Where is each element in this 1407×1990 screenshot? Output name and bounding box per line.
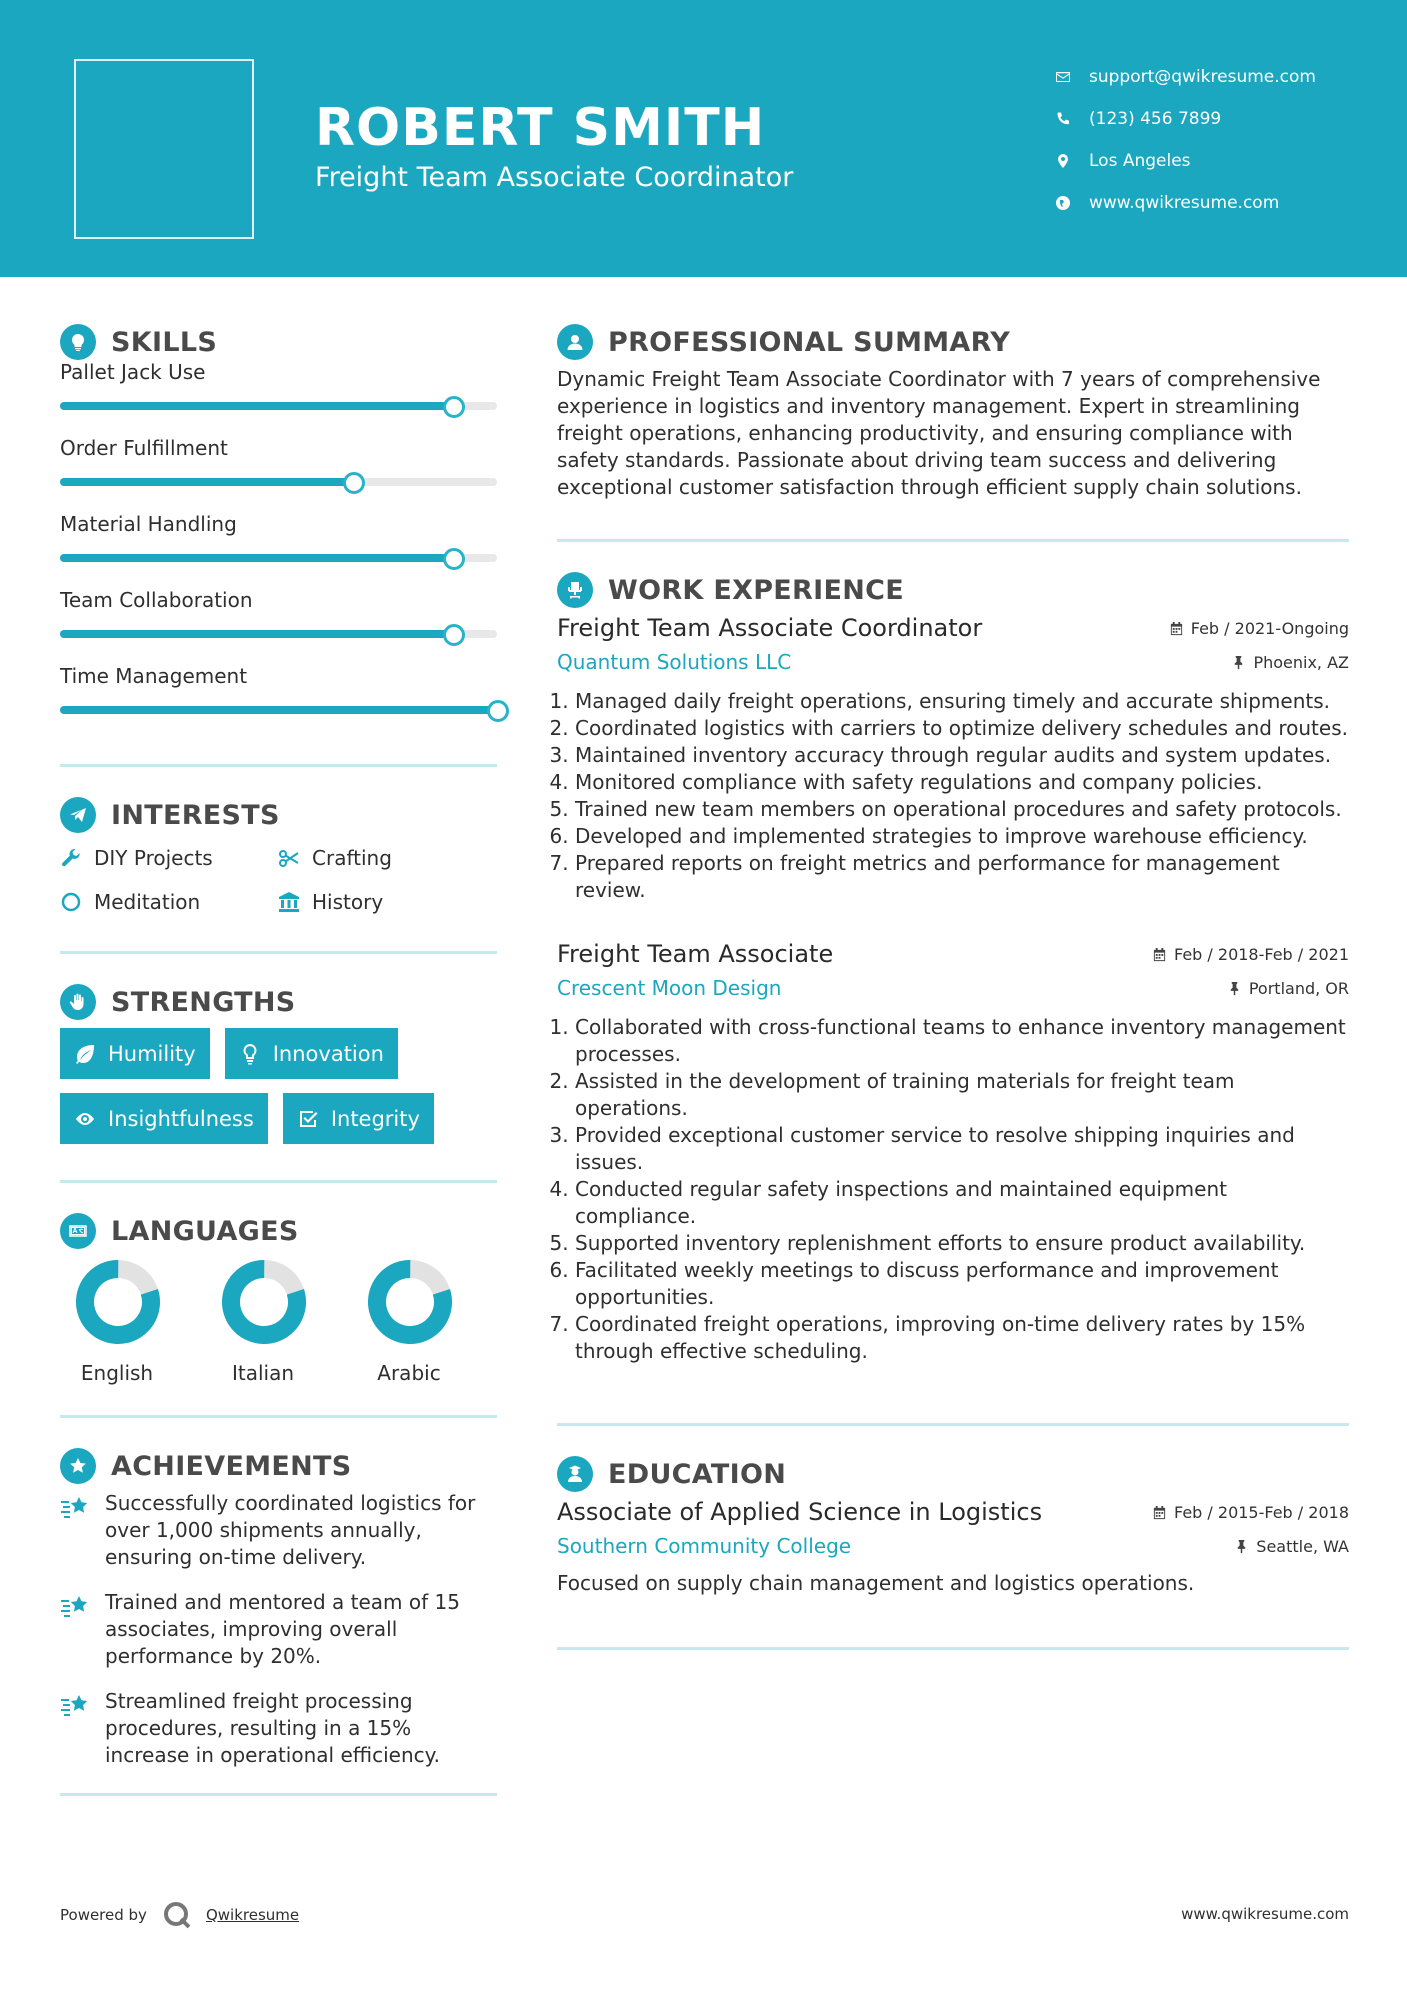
strengths-list	[60, 1028, 497, 1144]
language-item	[367, 1259, 451, 1385]
strength-label: Integrity	[330, 1106, 420, 1131]
interest-item	[60, 887, 278, 917]
skill-bar	[60, 402, 453, 410]
paper-plane-icon	[60, 797, 96, 833]
job-entry	[557, 614, 1349, 904]
interest-label: Meditation	[94, 890, 201, 914]
strengths-heading	[60, 982, 497, 1022]
education-location	[1234, 1537, 1349, 1556]
education-heading	[557, 1454, 1349, 1494]
contact-text: support@qwikresume.com	[1089, 67, 1316, 87]
left-column	[60, 322, 497, 1796]
achievement-text: Trained and mentored a team of 15 associates, improving overall performance by 20%.	[105, 1590, 460, 1668]
skill-track	[60, 402, 497, 410]
language-label: English	[80, 1361, 154, 1385]
map-pin-icon	[1055, 153, 1089, 169]
section-title: ACHIEVEMENTS	[111, 1450, 352, 1482]
section-divider	[557, 1423, 1349, 1426]
powered-by-label: Powered by	[60, 1906, 147, 1924]
skill-track	[60, 706, 497, 714]
language-donut	[75, 1259, 161, 1345]
section-divider	[60, 1180, 497, 1183]
skill-label: Pallet Jack Use	[60, 360, 206, 384]
strength-chip	[60, 1028, 210, 1079]
calendar-icon	[1152, 947, 1167, 962]
list-item: 2. Coordinated logistics with carriers to optimize delivery schedules and routes.	[575, 715, 1349, 742]
section-title: LANGUAGES	[111, 1215, 299, 1247]
calendar-icon	[1152, 1505, 1167, 1520]
strength-chip	[225, 1028, 398, 1079]
section-divider	[557, 1647, 1349, 1650]
footer-url[interactable]: www.qwikresume.com	[1181, 1905, 1349, 1923]
education-date-text: Feb / 2015-Feb / 2018	[1174, 1503, 1349, 1522]
lightbulb-icon	[239, 1043, 261, 1065]
job-location-text: Portland, OR	[1248, 978, 1349, 998]
job-location-text: Phoenix, AZ	[1253, 652, 1349, 672]
strength-label: Innovation	[272, 1041, 384, 1066]
job-location	[1231, 653, 1349, 672]
list-item: 5. Trained new team members on operational procedures and safety protocols.	[575, 796, 1349, 823]
education-entry	[557, 1498, 1349, 1597]
achievement-item	[60, 1688, 497, 1769]
skill-track	[60, 630, 497, 638]
shooting-star-icon	[60, 1688, 105, 1769]
star-badge-icon	[60, 1448, 96, 1484]
job-date	[1152, 945, 1349, 964]
degree-title: Associate of Applied Science in Logistics	[557, 1498, 1043, 1526]
list-item: 7. Coordinated freight operations, improving on-time delivery rates by 15% through effective scheduling.	[575, 1311, 1349, 1365]
experience-heading	[557, 570, 1349, 610]
shooting-star-icon	[60, 1589, 105, 1670]
achievement-text: Streamlined freight processing procedures, resulting in a 15% increase in operational efficiency.	[105, 1689, 440, 1767]
skill-bar	[60, 630, 453, 638]
strength-label: Humility	[108, 1041, 196, 1066]
section-divider	[60, 1415, 497, 1418]
company-name: Crescent Moon Design	[557, 976, 782, 1000]
brand-link[interactable]: Qwikresume	[205, 1906, 300, 1924]
skill-knob	[487, 700, 509, 722]
skills-list	[60, 360, 497, 740]
contact-location	[1055, 140, 1316, 182]
language-label: Italian	[231, 1361, 295, 1385]
list-item: 1. Managed daily freight operations, ensuring timely and accurate shipments.	[575, 688, 1349, 715]
language-item	[75, 1259, 159, 1385]
skill-item	[60, 664, 497, 740]
lightbulb-icon	[60, 324, 96, 360]
envelope-icon	[1055, 69, 1089, 85]
job-title: Freight Team Associate Coordinator	[557, 614, 983, 642]
language-donut	[367, 1259, 453, 1345]
footer-powered-by	[60, 1900, 299, 1930]
scissors-icon	[278, 847, 312, 869]
school-name: Southern Community College	[557, 1534, 852, 1558]
eye-icon	[74, 1108, 96, 1130]
candidate-name: ROBERT SMITH	[315, 98, 766, 158]
skill-item	[60, 512, 497, 588]
interests-heading	[60, 795, 497, 835]
leaf-icon	[74, 1043, 96, 1065]
contact-text: Los Angeles	[1089, 151, 1191, 171]
education-description: Focused on supply chain management and logistics operations.	[557, 1571, 1195, 1595]
interests-list	[60, 843, 497, 917]
section-title: EDUCATION	[608, 1458, 787, 1490]
strength-label: Insightfulness	[108, 1106, 254, 1131]
pushpin-icon	[1234, 1539, 1249, 1554]
skill-item	[60, 588, 497, 664]
achievements-heading	[60, 1446, 497, 1486]
job-date-text: Feb / 2018-Feb / 2021	[1174, 945, 1349, 964]
graduate-icon	[557, 1456, 593, 1492]
education-date	[1152, 1503, 1349, 1522]
skills-heading	[60, 322, 497, 362]
contact-text: www.qwikresume.com	[1089, 193, 1280, 213]
interest-item	[278, 843, 496, 873]
strength-chip	[60, 1093, 268, 1144]
section-title: STRENGTHS	[111, 986, 296, 1018]
interest-label: DIY Projects	[94, 846, 213, 870]
office-chair-icon	[557, 572, 593, 608]
profile-photo-placeholder	[74, 59, 254, 239]
checkbox-icon	[297, 1108, 319, 1130]
candidate-role: Freight Team Associate Coordinator	[315, 162, 794, 193]
qwikresume-logo-icon	[162, 1900, 192, 1930]
languages-heading	[60, 1211, 497, 1251]
job-duties	[557, 1014, 1349, 1365]
job-location	[1227, 979, 1349, 998]
contact-phone[interactable]	[1055, 98, 1316, 140]
interest-label: Crafting	[312, 846, 392, 870]
bank-icon	[278, 891, 312, 913]
pushpin-icon	[1227, 981, 1242, 996]
job-date-text: Feb / 2021-Ongoing	[1190, 619, 1349, 638]
contact-email[interactable]	[1055, 56, 1316, 98]
job-title: Freight Team Associate	[557, 940, 834, 968]
hand-icon	[60, 984, 96, 1020]
skill-label: Order Fulfillment	[60, 436, 228, 460]
section-divider	[60, 1793, 497, 1796]
achievement-item	[60, 1490, 497, 1571]
section-title: SKILLS	[111, 326, 218, 358]
summary-text: Dynamic Freight Team Associate Coordinator with 7 years of comprehensive experience in logistics and inventory management. Expert in streamlining freight operations, enhancing productivity, and ensuring compliance with safety standards. Passionate about driving team success and delivering exceptional customer satisfaction through efficient supply chain solutions.	[557, 367, 1321, 499]
skill-bar	[60, 554, 453, 562]
wrench-icon	[60, 847, 94, 869]
globe-icon	[1055, 195, 1089, 211]
shooting-star-icon	[60, 1490, 105, 1571]
header-banner	[0, 0, 1407, 277]
section-divider	[557, 539, 1349, 542]
list-item: 3. Maintained inventory accuracy through regular audits and system updates.	[575, 742, 1349, 769]
list-item: 3. Provided exceptional customer service to resolve shipping inquiries and issues.	[575, 1122, 1349, 1176]
skill-knob	[443, 548, 465, 570]
skill-bar	[60, 478, 353, 486]
list-item: 1. Collaborated with cross-functional teams to enhance inventory management processes.	[575, 1014, 1349, 1068]
education-location-text: Seattle, WA	[1256, 1536, 1349, 1556]
pushpin-icon	[1231, 655, 1246, 670]
section-divider	[60, 764, 497, 767]
phone-icon	[1055, 111, 1089, 127]
skill-item	[60, 360, 497, 436]
contact-list	[1055, 56, 1316, 224]
strength-chip	[283, 1093, 434, 1144]
interest-item	[60, 843, 278, 873]
summary-heading	[557, 322, 1349, 362]
list-item: 4. Conducted regular safety inspections and maintained equipment compliance.	[575, 1176, 1349, 1230]
job-date	[1169, 619, 1349, 638]
language-label: Arabic	[377, 1361, 441, 1385]
language-icon	[60, 1213, 96, 1249]
contact-website[interactable]	[1055, 182, 1316, 224]
skill-knob	[343, 472, 365, 494]
achievement-text: Successfully coordinated logistics for over 1,000 shipments annually, ensuring on-time delivery.	[105, 1491, 476, 1569]
skill-knob	[443, 396, 465, 418]
languages-list	[60, 1259, 497, 1385]
skill-label: Material Handling	[60, 512, 237, 536]
section-title: INTERESTS	[111, 799, 280, 831]
skill-item	[60, 436, 497, 512]
calendar-icon	[1169, 621, 1184, 636]
achievement-item	[60, 1589, 497, 1670]
list-item: 7. Prepared reports on freight metrics and performance for management review.	[575, 850, 1349, 904]
job-entry	[557, 940, 1349, 1365]
section-divider	[60, 951, 497, 954]
skill-label: Team Collaboration	[60, 588, 253, 612]
list-item: 5. Supported inventory replenishment efforts to ensure product availability.	[575, 1230, 1349, 1257]
interest-item	[278, 887, 496, 917]
skill-label: Time Management	[60, 664, 248, 688]
list-item: 6. Facilitated weekly meetings to discuss performance and improvement opportunities.	[575, 1257, 1349, 1311]
skill-bar	[60, 706, 497, 714]
language-donut	[221, 1259, 307, 1345]
company-name: Quantum Solutions LLC	[557, 650, 792, 674]
skill-knob	[443, 624, 465, 646]
section-title: PROFESSIONAL SUMMARY	[608, 326, 1011, 358]
list-item: 2. Assisted in the development of training materials for freight team operations.	[575, 1068, 1349, 1122]
section-title: WORK EXPERIENCE	[608, 574, 904, 606]
achievements-list	[60, 1490, 497, 1769]
right-column	[557, 322, 1349, 1650]
language-item	[221, 1259, 305, 1385]
list-item: 4. Monitored compliance with safety regulations and company policies.	[575, 769, 1349, 796]
circle-icon	[60, 891, 94, 913]
skill-track	[60, 478, 497, 486]
interest-label: History	[312, 890, 384, 914]
contact-text: (123) 456 7899	[1089, 109, 1222, 129]
user-icon	[557, 324, 593, 360]
list-item: 6. Developed and implemented strategies to improve warehouse efficiency.	[575, 823, 1349, 850]
job-duties	[557, 688, 1349, 904]
skill-track	[60, 554, 497, 562]
